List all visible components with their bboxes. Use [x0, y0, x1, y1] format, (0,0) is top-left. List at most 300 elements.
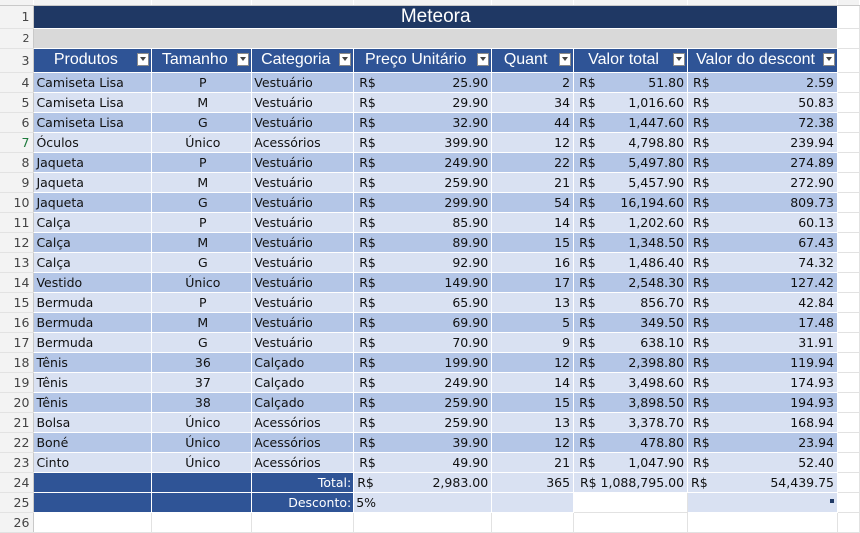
cell[interactable] [34, 492, 152, 512]
product-cell[interactable]: Jaqueta [34, 172, 152, 192]
currency-symbol: R$ [359, 314, 376, 330]
amount: 29.90 [452, 94, 489, 110]
category-cell[interactable]: Acessórios [252, 432, 354, 452]
row-header[interactable]: 15 [0, 292, 34, 312]
column-header-2[interactable] [252, 48, 354, 72]
column-header-4[interactable] [492, 48, 574, 72]
size-cell[interactable]: Único [152, 412, 252, 432]
category-cell[interactable]: Vestuário [252, 332, 354, 352]
cell[interactable] [252, 512, 354, 532]
total-cell[interactable] [574, 352, 688, 372]
cell[interactable] [837, 372, 859, 392]
total-cell[interactable] [574, 92, 688, 112]
currency-value [690, 335, 837, 350]
discount-cell[interactable] [688, 412, 838, 432]
product-cell[interactable]: Camiseta Lisa [34, 72, 152, 92]
cell[interactable] [837, 332, 859, 352]
category-cell[interactable]: Vestuário [252, 112, 354, 132]
totals-label[interactable]: Total: [252, 472, 354, 492]
currency-symbol: R$ [691, 474, 708, 490]
currency-symbol: R$ [359, 394, 376, 410]
currency-symbol: R$ [579, 454, 596, 470]
currency-value [576, 75, 687, 90]
currency-value [356, 75, 491, 90]
cell[interactable] [152, 472, 252, 492]
currency-symbol: R$ [359, 354, 376, 370]
product-cell[interactable]: Bermuda [34, 292, 152, 312]
currency-value [690, 415, 837, 430]
autofill-handle[interactable] [830, 499, 834, 503]
amount: 67.43 [798, 234, 834, 250]
quantity-cell[interactable]: 14 [492, 212, 574, 232]
cell[interactable] [837, 72, 859, 92]
discount-cell[interactable] [688, 252, 838, 272]
total-cell[interactable] [574, 392, 688, 412]
currency-value [690, 175, 837, 190]
total-cell[interactable] [574, 112, 688, 132]
total-cell[interactable] [574, 412, 688, 432]
price-cell[interactable] [354, 352, 492, 372]
filter-dropdown-icon[interactable] [559, 53, 571, 66]
size-cell[interactable]: 36 [152, 352, 252, 372]
size-cell[interactable]: P [152, 292, 252, 312]
price-cell[interactable] [354, 432, 492, 452]
category-cell[interactable]: Vestuário [252, 252, 354, 272]
discount-label[interactable]: Desconto: [252, 492, 354, 512]
product-cell[interactable]: Bolsa [34, 412, 152, 432]
discount-cell[interactable] [688, 432, 838, 452]
amount: 2.59 [806, 74, 834, 90]
price-cell[interactable] [354, 252, 492, 272]
amount: 1,486.40 [628, 254, 685, 270]
row-header[interactable]: 5 [0, 92, 34, 112]
price-cell[interactable] [354, 92, 492, 112]
header-label: Valor total [588, 51, 659, 68]
category-cell[interactable]: Vestuário [252, 272, 354, 292]
currency-value [576, 115, 687, 130]
row-header[interactable]: 17 [0, 332, 34, 352]
total-quantity-cell[interactable]: 365 [492, 472, 574, 492]
quantity-cell[interactable]: 14 [492, 372, 574, 392]
size-cell[interactable]: G [152, 112, 252, 132]
amount: 1,348.50 [628, 234, 685, 250]
cell[interactable] [837, 112, 859, 132]
amount: 299.90 [444, 194, 489, 210]
total-cell[interactable] [574, 272, 688, 292]
quantity-cell[interactable]: 22 [492, 152, 574, 172]
discount-cell[interactable] [688, 452, 838, 472]
price-cell[interactable] [354, 192, 492, 212]
currency-value [576, 375, 687, 390]
cell[interactable] [837, 432, 859, 452]
size-cell[interactable]: 37 [152, 372, 252, 392]
discount-cell[interactable] [688, 352, 838, 372]
cell[interactable] [837, 512, 859, 532]
quantity-cell[interactable]: 12 [492, 432, 574, 452]
quantity-cell[interactable]: 12 [492, 132, 574, 152]
table-row [0, 312, 860, 332]
row-header[interactable]: 25 [0, 492, 34, 512]
amount: 638.10 [640, 334, 685, 350]
product-cell[interactable]: Bermuda [34, 332, 152, 352]
quantity-cell[interactable]: 16 [492, 252, 574, 272]
product-cell[interactable]: Boné [34, 432, 152, 452]
table-row [0, 272, 860, 292]
row-header[interactable]: 26 [0, 512, 34, 532]
filter-dropdown-icon[interactable] [673, 53, 685, 66]
row-header[interactable]: 9 [0, 172, 34, 192]
cell[interactable] [837, 452, 859, 472]
total-cell[interactable] [574, 452, 688, 472]
currency-symbol: R$ [693, 174, 710, 190]
amount: 199.90 [444, 354, 489, 370]
row-header[interactable]: 3 [0, 48, 34, 72]
row-header[interactable]: 14 [0, 272, 34, 292]
currency-symbol: R$ [359, 214, 376, 230]
quantity-cell[interactable]: 21 [492, 172, 574, 192]
category-cell[interactable]: Vestuário [252, 212, 354, 232]
cell[interactable] [837, 492, 859, 512]
discount-cell[interactable] [688, 272, 838, 292]
total-cell[interactable] [574, 292, 688, 312]
currency-value [356, 375, 491, 390]
quantity-cell[interactable]: 5 [492, 312, 574, 332]
filter-dropdown-icon[interactable] [823, 53, 835, 66]
filter-dropdown-icon[interactable] [137, 53, 149, 66]
category-cell[interactable]: Acessórios [252, 412, 354, 432]
column-header-6[interactable] [688, 48, 838, 72]
total-cell[interactable] [574, 172, 688, 192]
product-cell[interactable]: Calça [34, 232, 152, 252]
size-cell[interactable]: M [152, 312, 252, 332]
discount-cell[interactable] [688, 92, 838, 112]
row-header[interactable]: 21 [0, 412, 34, 432]
row-header[interactable]: 23 [0, 452, 34, 472]
product-cell[interactable]: Tênis [34, 352, 152, 372]
size-cell[interactable]: P [152, 72, 252, 92]
total-cell[interactable] [574, 372, 688, 392]
currency-symbol: R$ [359, 274, 376, 290]
quantity-cell[interactable]: 12 [492, 352, 574, 372]
product-cell[interactable]: Vestido [34, 272, 152, 292]
category-cell[interactable]: Vestuário [252, 232, 354, 252]
product-cell[interactable]: Camiseta Lisa [34, 112, 152, 132]
quantity-cell[interactable]: 9 [492, 332, 574, 352]
total-cell[interactable] [574, 232, 688, 252]
currency-symbol: R$ [579, 274, 596, 290]
amount: 856.70 [640, 294, 685, 310]
product-cell[interactable]: Calça [34, 212, 152, 232]
discount-cell[interactable] [688, 192, 838, 212]
cell[interactable] [492, 512, 574, 532]
cell[interactable] [837, 152, 859, 172]
price-cell[interactable] [354, 232, 492, 252]
cell[interactable] [152, 492, 252, 512]
size-cell[interactable]: G [152, 192, 252, 212]
row-header[interactable]: 20 [0, 392, 34, 412]
price-cell[interactable] [354, 332, 492, 352]
amount: 69.90 [452, 314, 489, 330]
price-cell[interactable] [354, 372, 492, 392]
amount: 50.83 [798, 94, 834, 110]
currency-symbol: R$ [359, 294, 376, 310]
row-header[interactable]: 2 [0, 28, 34, 48]
price-cell[interactable] [354, 392, 492, 412]
row-header[interactable]: 12 [0, 232, 34, 252]
row-header[interactable]: 18 [0, 352, 34, 372]
column-header-3[interactable] [354, 48, 492, 72]
product-cell[interactable]: Tênis [34, 372, 152, 392]
amount: 1,447.60 [628, 114, 685, 130]
currency-value [356, 335, 491, 350]
amount: 85.90 [452, 214, 489, 230]
discount-cell[interactable] [688, 332, 838, 352]
amount: 239.94 [790, 134, 834, 150]
currency-value [356, 95, 491, 110]
cell[interactable] [34, 472, 152, 492]
sheet-title[interactable]: Meteora [34, 5, 838, 28]
currency-symbol: R$ [693, 454, 710, 470]
product-cell[interactable]: Óculos [34, 132, 152, 152]
cell[interactable] [837, 352, 859, 372]
size-cell[interactable]: Único [152, 132, 252, 152]
category-cell[interactable]: Calçado [252, 352, 354, 372]
cell[interactable] [837, 5, 859, 28]
total-cell[interactable] [574, 152, 688, 172]
quantity-cell[interactable]: 13 [492, 292, 574, 312]
quantity-cell[interactable]: 2 [492, 72, 574, 92]
cell[interactable] [837, 252, 859, 272]
discount-cell[interactable] [688, 132, 838, 152]
category-cell[interactable]: Vestuário [252, 172, 354, 192]
size-cell[interactable]: Único [152, 432, 252, 452]
total-cell[interactable] [574, 132, 688, 152]
size-cell[interactable]: P [152, 152, 252, 172]
cell[interactable] [837, 412, 859, 432]
row-header[interactable]: 19 [0, 372, 34, 392]
cell[interactable] [574, 492, 688, 512]
quantity-cell[interactable]: 34 [492, 92, 574, 112]
product-cell[interactable]: Bermuda [34, 312, 152, 332]
price-cell[interactable] [354, 212, 492, 232]
price-cell[interactable] [354, 152, 492, 172]
size-cell[interactable]: P [152, 212, 252, 232]
size-cell[interactable]: G [152, 252, 252, 272]
total-price-cell[interactable] [354, 472, 492, 492]
price-cell[interactable] [354, 412, 492, 432]
cell[interactable] [837, 292, 859, 312]
cell[interactable] [837, 172, 859, 192]
currency-value [356, 415, 491, 430]
size-cell[interactable]: Único [152, 272, 252, 292]
currency-value [690, 215, 837, 230]
size-cell[interactable]: 38 [152, 392, 252, 412]
category-cell[interactable]: Vestuário [252, 312, 354, 332]
discount-cell[interactable] [688, 172, 838, 192]
row-header[interactable]: 11 [0, 212, 34, 232]
discount-cell[interactable] [688, 372, 838, 392]
cell[interactable] [688, 512, 838, 532]
category-cell[interactable]: Calçado [252, 372, 354, 392]
size-cell[interactable]: M [152, 92, 252, 112]
price-cell[interactable] [354, 452, 492, 472]
cell[interactable] [837, 472, 859, 492]
header-label: Preço Unitário [365, 51, 467, 68]
row-header[interactable]: 10 [0, 192, 34, 212]
separator-band[interactable] [34, 28, 838, 48]
quantity-cell[interactable]: 17 [492, 272, 574, 292]
amount: 3,498.60 [628, 374, 685, 390]
discount-rate-cell[interactable]: 5% [354, 492, 492, 512]
size-cell[interactable]: M [152, 172, 252, 192]
row-header[interactable]: 7 [0, 132, 34, 152]
amount: 2,548.30 [628, 274, 685, 290]
discount-cell[interactable] [688, 292, 838, 312]
cell[interactable] [837, 272, 859, 292]
filter-dropdown-icon[interactable] [339, 53, 351, 66]
total-cell[interactable] [574, 312, 688, 332]
currency-symbol: R$ [693, 394, 710, 410]
total-cell[interactable] [574, 252, 688, 272]
currency-symbol: R$ [693, 314, 710, 330]
currency-value [690, 75, 837, 90]
currency-value [690, 235, 837, 250]
currency-symbol: R$ [693, 214, 710, 230]
cell[interactable] [837, 232, 859, 252]
price-cell[interactable] [354, 292, 492, 312]
quantity-cell[interactable]: 15 [492, 392, 574, 412]
discount-cell[interactable] [688, 72, 838, 92]
row-header[interactable]: 13 [0, 252, 34, 272]
discount-cell[interactable] [688, 392, 838, 412]
cell[interactable] [574, 512, 688, 532]
category-cell[interactable]: Vestuário [252, 72, 354, 92]
row-header[interactable]: 22 [0, 432, 34, 452]
cell[interactable] [837, 392, 859, 412]
amount: 119.94 [790, 354, 834, 370]
row-header[interactable]: 4 [0, 72, 34, 92]
currency-symbol: R$ [579, 334, 596, 350]
quantity-cell[interactable]: 54 [492, 192, 574, 212]
price-cell[interactable] [354, 272, 492, 292]
total-cell[interactable] [574, 212, 688, 232]
category-cell[interactable]: Acessórios [252, 132, 354, 152]
quantity-cell[interactable]: 15 [492, 232, 574, 252]
category-cell[interactable]: Calçado [252, 392, 354, 412]
category-cell[interactable]: Vestuário [252, 192, 354, 212]
price-cell[interactable] [354, 72, 492, 92]
product-cell[interactable]: Tênis [34, 392, 152, 412]
currency-symbol: R$ [579, 134, 596, 150]
size-cell[interactable]: Único [152, 452, 252, 472]
category-cell[interactable]: Vestuário [252, 92, 354, 112]
total-cell[interactable] [574, 432, 688, 452]
price-cell[interactable] [354, 312, 492, 332]
price-cell[interactable] [354, 172, 492, 192]
currency-value [576, 95, 687, 110]
quantity-cell[interactable]: 44 [492, 112, 574, 132]
table-row [0, 132, 860, 152]
row-header[interactable]: 6 [0, 112, 34, 132]
currency-symbol: R$ [579, 214, 596, 230]
price-cell[interactable] [354, 112, 492, 132]
cell[interactable] [837, 312, 859, 332]
category-cell[interactable]: Vestuário [252, 152, 354, 172]
cell[interactable] [837, 28, 859, 48]
amount: 2,398.80 [628, 354, 685, 370]
cell[interactable] [152, 512, 252, 532]
cell[interactable] [34, 512, 152, 532]
discount-cell[interactable] [688, 312, 838, 332]
amount: 52.40 [798, 454, 834, 470]
category-cell[interactable]: Vestuário [252, 292, 354, 312]
discount-cell[interactable] [688, 212, 838, 232]
cell[interactable] [837, 48, 859, 72]
discount-cell[interactable] [688, 152, 838, 172]
product-cell[interactable]: Calça [34, 252, 152, 272]
product-cell[interactable]: Camiseta Lisa [34, 92, 152, 112]
product-cell[interactable]: Jaqueta [34, 192, 152, 212]
total-cell[interactable] [574, 332, 688, 352]
cell[interactable] [837, 212, 859, 232]
amount: 168.94 [790, 414, 834, 430]
discount-cell[interactable] [688, 232, 838, 252]
cell[interactable] [354, 512, 492, 532]
currency-value [690, 135, 837, 150]
cell[interactable] [837, 192, 859, 212]
total-discount-cell[interactable] [688, 472, 838, 492]
discount-cell[interactable] [688, 112, 838, 132]
row-header[interactable]: 16 [0, 312, 34, 332]
product-cell[interactable]: Cinto [34, 452, 152, 472]
grand-total-cell[interactable]: R$ 1,088,795.00 [574, 472, 688, 492]
category-cell[interactable]: Acessórios [252, 452, 354, 472]
currency-value [356, 115, 491, 130]
table-row [0, 252, 860, 272]
cell[interactable] [492, 492, 574, 512]
amount: 5,497.80 [628, 154, 685, 170]
amount: 65.90 [452, 294, 489, 310]
total-cell[interactable] [574, 192, 688, 212]
table-row [0, 112, 860, 132]
filter-dropdown-icon[interactable] [477, 53, 489, 66]
currency-value [356, 295, 491, 310]
cell[interactable] [688, 492, 838, 512]
row-header[interactable]: 1 [0, 5, 34, 28]
quantity-cell[interactable]: 21 [492, 452, 574, 472]
row-header[interactable]: 8 [0, 152, 34, 172]
quantity-cell[interactable]: 13 [492, 412, 574, 432]
size-cell[interactable]: G [152, 332, 252, 352]
filter-dropdown-icon[interactable] [237, 53, 249, 66]
currency-value [356, 435, 491, 450]
currency-symbol: R$ [359, 94, 376, 110]
total-cell[interactable] [574, 72, 688, 92]
cell[interactable] [837, 132, 859, 152]
product-cell[interactable]: Jaqueta [34, 152, 152, 172]
column-header-1[interactable] [152, 48, 252, 72]
row-header[interactable]: 24 [0, 472, 34, 492]
amount: 809.73 [790, 194, 834, 210]
cell[interactable] [837, 92, 859, 112]
column-header-5[interactable] [574, 48, 688, 72]
table-row [0, 152, 860, 172]
currency-value [690, 95, 837, 110]
currency-value [576, 235, 687, 250]
price-cell[interactable] [354, 132, 492, 152]
column-header-0[interactable] [34, 48, 152, 72]
size-cell[interactable]: M [152, 232, 252, 252]
